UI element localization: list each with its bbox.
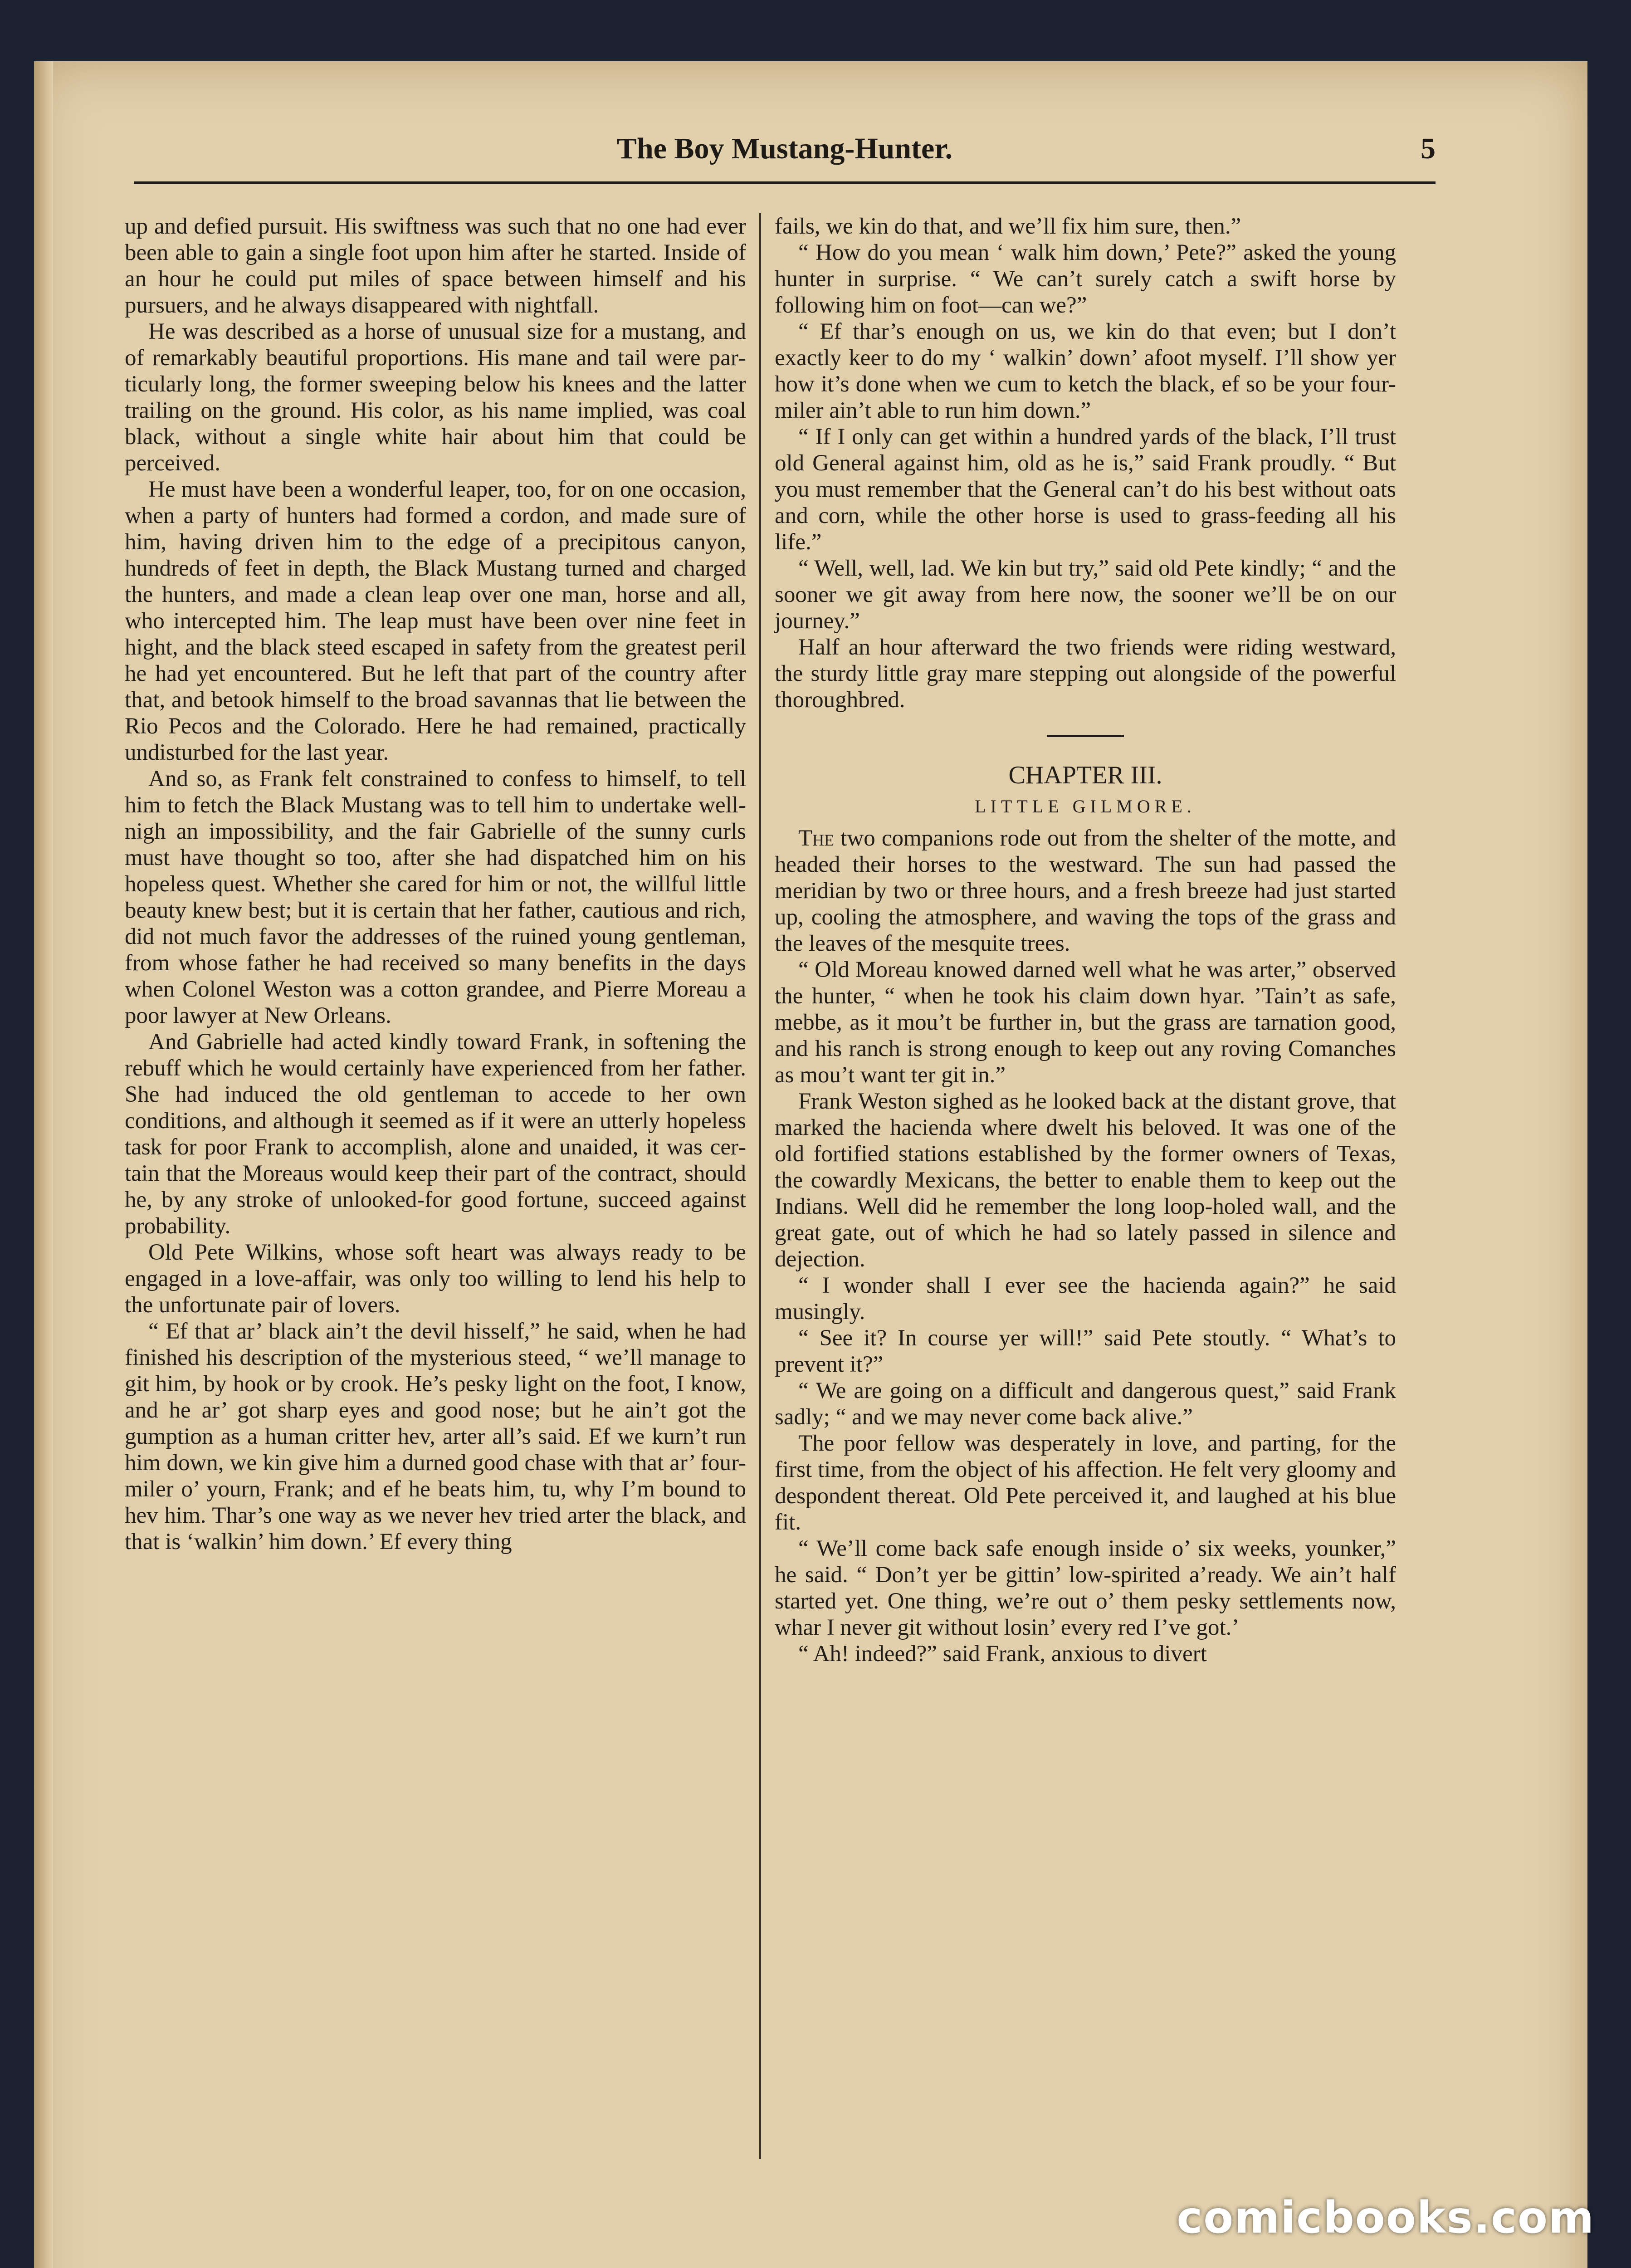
right-column [775, 213, 1396, 2191]
chapter-heading: CHAPTER III. [1008, 761, 1162, 789]
chapter-subheading: LITTLE GILMORE. [975, 796, 1196, 816]
chapter-opening-paragraph [775, 825, 1396, 957]
paragraph: He must have been a wonderful leaper, too, for on one occasion, when a party of hunters had formed a cordon, and made sure of him, having driven him to the edge of a precipitous canyon, hundreds of feet in depth, the Black Mustang turned and charged the hunters, and made a clean leap over one man, horse and all, who intercepted him. The leap must have been over nine feet in hight, and the black steed escaped in safety from the greatest peril he had yet encountered. But he left that part of the country after that, and betook himself to the broad savannas that lie between the Rio Pecos and the Colorado. Here he had remained, practically undisturbed for the last year. [125, 477, 746, 765]
site-watermark: comicbooks.com [1177, 2192, 1595, 2243]
paragraph: He was described as a horse of unusual size for a mustang, and of remarkably beautiful proportions. His mane and tail were particularly long, the former sweeping below his knees and the latter trailing on the ground. His color, as his name implied, was coal black, without a single white hair about him that could be perceived. [125, 319, 746, 476]
paragraph: And so, as Frank felt constrained to confess to himself, to tell him to fetch the Black Mustang was to tell him to undertake well-nigh an impossibility, and the fair Gabrielle of the sunny curls must have thought so too, after she had dispatched him on his hopeless quest. Whether she cared for him or not, the willful little beauty knew best; but it is certain that her father, cautious and rich, did not much favor the addresses of the ruined young gentleman, from whose father he had received so many benefits in the days when Colonel Weston was a cotton grandee, and Pierre Moreau a poor lawyer at New Orleans. [125, 766, 746, 1028]
left-column [125, 213, 746, 2191]
page-title: The Boy Mustang-Hunter. [616, 132, 953, 165]
paragraph: Frank Weston sighed as he looked back at the distant grove, that marked the hacienda where dwelt his beloved. It was one of the old fortified stations established by the former owners of Texas, the cowardly Mexicans, the better to enable them to keep out the Indians. Well did he remember the long loop-holed wall, and the great gate, out of which he had so lately passed in silence and dejection. [775, 1089, 1396, 1272]
paragraph: “ I wonder shall I ever see the hacienda again?” he said musingly. [775, 1273, 1396, 1325]
paragraph: Old Pete Wilkins, whose soft heart was always ready to be engaged in a love-affair, was only too willing to lend his help to the unfortunate pair of lovers. [125, 1240, 746, 1318]
paragraph: And Gabrielle had acted kindly toward Frank, in softening the rebuff which he would certainly have experienced from her father. She had induced the old gentleman to accede to her own conditions, and although it seemed as if it were an utterly hopeless task for poor Frank to accomplish, alone and unaided, it was certain that the Moreaus would keep their part of the contract, should he, by any stroke of unlooked-for good fortune, succeed against probability. [125, 1029, 746, 1239]
running-header [134, 132, 1436, 184]
column-divider [759, 213, 761, 2159]
paragraph: “ We’ll come back safe enough inside o’ six weeks, younker,” he said. “ Don’t yer be gittin’ low-spirited a’ready. We ain’t half started yet. One thing, we’re out o’ them pesky settlements now, whar I never git without losin’ every red I’ve got.’ [775, 1536, 1396, 1640]
opening-word: The [798, 826, 835, 851]
opening-text: two companions rode out from the shelter of the motte, and headed their horses to the westward. The sun had passed the meridian by two or three hours, and a fresh breeze had just started up, cooling the atmosphere, and waving the tops of the grass and the leaves of the mesquite trees. [775, 826, 1396, 956]
paragraph: The poor fellow was desperately in love, and parting, for the first time, from the object of his affection. He felt very gloomy and despondent thereat. Old Pete perceived it, and laughed at his blue fit. [775, 1431, 1396, 1535]
paragraph: “ Ah! indeed?” said Frank, anxious to divert [798, 1641, 1207, 1667]
paragraph: up and defied pursuit. His swiftness was such that no one had ever been able to gain a single foot upon him after he started. Inside of an hour he could put miles of space between himself and his pursuers, and he always disappeared with nightfall. [125, 214, 746, 318]
paragraph: “ Ef thar’s enough on us, we kin do that even; but I don’t exactly keer to do my ‘ walkin’ down’ afoot myself. I’ll show yer how it’s done when we cum to ketch the black, ef so be your four-miler ain’t able to run him down.” [775, 319, 1396, 423]
paragraph: “ See it? In course yer will!” said Pete stoutly. “ What’s to prevent it?” [775, 1325, 1396, 1377]
section-divider [1047, 735, 1124, 737]
page-number: 5 [1421, 132, 1436, 165]
paragraph: “ Old Moreau knowed darned well what he was arter,” observed the hunter, “ when he took his claim down hyar. ’Tain’t as safe, mebbe, as it mou’t be further in, but the grass are tarnation good, and his ranch is strong enough to keep out any roving Comanches as mou’t want ter git in.” [775, 957, 1396, 1088]
paragraph: Half an hour afterward the two friends were riding westward, the sturdy little gray mare stepping out alongside of the powerful thoroughbred. [775, 635, 1396, 713]
paragraph: “ Ef that ar’ black ain’t the devil hisself,” he said, when he had finished his description of the mysterious steed, “ we’ll manage to git him, by hook or by crook. He’s pesky light on the foot, I know, and he ar’ got sharp eyes and good nose; but he ain’t got the gumption as a human critter hev, arter all’s said. Ef we kurn’t run him down, we kin give him a durned good chase with that ar’ four-miler o’ yourn, Frank; and ef he beats him, tu, why I’m bound to hev him. Thar’s one way as we never hev tried arter the black, and that is ‘walkin’ him down.’ Ef every thing [125, 1319, 746, 1554]
page-fold-shadow [34, 61, 53, 2268]
paragraph: fails, we kin do that, and we’ll fix him sure, then.” [775, 214, 1241, 239]
paragraph: “ Well, well, lad. We kin but try,” said old Pete kindly; “ and the sooner we git away from here now, the sooner we’ll be on our journey.” [775, 556, 1396, 634]
paragraph: “ If I only can get within a hundred yards of the black, I’ll trust old General against him, old as he is,” said Frank proudly. “ But you must remember that the General can’t do his best without oats and corn, while the other horse is used to grass-feeding all his life.” [775, 424, 1396, 555]
paragraph: “ How do you mean ‘ walk him down,’ Pete?” asked the young hunter in surprise. “ We can’t surely catch a swift horse by following him on foot—can we?” [775, 240, 1396, 318]
paragraph: “ We are going on a difficult and dangerous quest,” said Frank sadly; “ and we may never come back alive.” [775, 1378, 1396, 1430]
